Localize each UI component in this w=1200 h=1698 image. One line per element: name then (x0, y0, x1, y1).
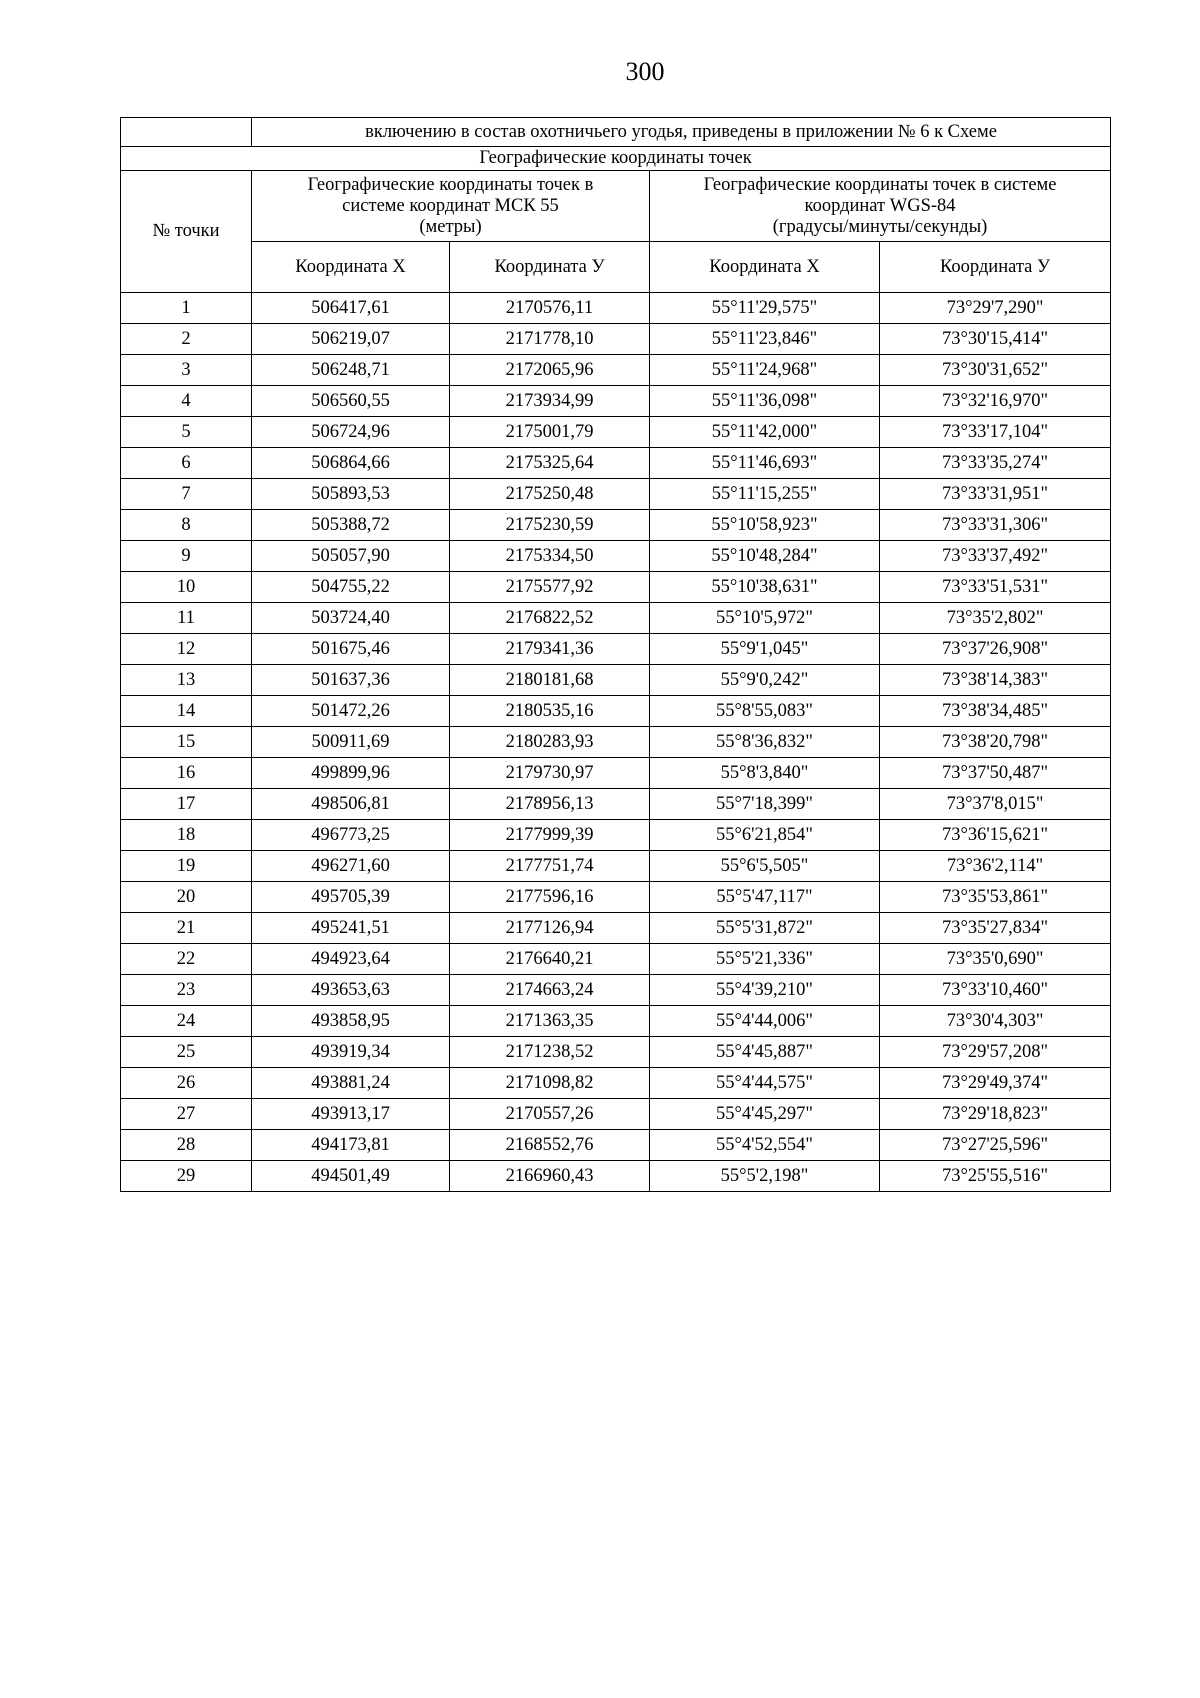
msk-y-cell: 2171098,82 (450, 1068, 650, 1099)
table-row (121, 851, 1111, 882)
wgs-x-cell: 55°10'58,923" (650, 510, 880, 541)
wgs-x-cell: 55°11'36,098" (650, 386, 880, 417)
wgs-y-cell: 73°37'26,908" (880, 634, 1111, 665)
point-number-cell: 27 (121, 1099, 252, 1130)
point-number-cell: 24 (121, 1006, 252, 1037)
table-row (121, 1006, 1111, 1037)
point-number-cell: 6 (121, 448, 252, 479)
wgs-y-cell: 73°38'34,485" (880, 696, 1111, 727)
intro-row (121, 118, 1111, 147)
table-row (121, 758, 1111, 789)
table-row (121, 789, 1111, 820)
wgs-x-cell: 55°11'24,968" (650, 355, 880, 386)
wgs-y-cell: 73°29'7,290" (880, 293, 1111, 324)
msk-y-header: Координата У (450, 242, 650, 293)
point-number-cell: 14 (121, 696, 252, 727)
msk-y-cell: 2177596,16 (450, 882, 650, 913)
wgs-x-cell: 55°4'44,006" (650, 1006, 880, 1037)
wgs-y-cell: 73°38'20,798" (880, 727, 1111, 758)
msk-x-cell: 505388,72 (252, 510, 450, 541)
msk-x-cell: 506248,71 (252, 355, 450, 386)
msk-y-cell: 2179341,36 (450, 634, 650, 665)
point-number-cell: 29 (121, 1161, 252, 1192)
table-row (121, 1130, 1111, 1161)
wgs-x-cell: 55°4'39,210" (650, 975, 880, 1006)
msk-x-cell: 506219,07 (252, 324, 450, 355)
msk-y-cell: 2172065,96 (450, 355, 650, 386)
msk-x-cell: 500911,69 (252, 727, 450, 758)
table-row (121, 293, 1111, 324)
wgs-x-cell: 55°4'52,554" (650, 1130, 880, 1161)
wgs-y-cell: 73°33'31,951" (880, 479, 1111, 510)
wgs-y-cell: 73°35'53,861" (880, 882, 1111, 913)
table-row (121, 913, 1111, 944)
wgs-x-cell: 55°11'15,255" (650, 479, 880, 510)
msk-x-cell: 493653,63 (252, 975, 450, 1006)
wgs-x-cell: 55°9'1,045" (650, 634, 880, 665)
point-number-cell: 11 (121, 603, 252, 634)
table-row (121, 820, 1111, 851)
msk-x-cell: 494173,81 (252, 1130, 450, 1161)
msk-x-cell: 501637,36 (252, 665, 450, 696)
coordinates-table-body (121, 118, 1111, 1192)
wgs-x-cell: 55°7'18,399" (650, 789, 880, 820)
msk-y-cell: 2171238,52 (450, 1037, 650, 1068)
msk-x-cell: 505057,90 (252, 541, 450, 572)
msk-group-line-2: системе координат МСК 55 (342, 195, 559, 216)
table-row (121, 882, 1111, 913)
table-row (121, 634, 1111, 665)
wgs-y-cell: 73°35'0,690" (880, 944, 1111, 975)
group-header-row (121, 171, 1111, 242)
point-number-cell: 7 (121, 479, 252, 510)
wgs-y-cell: 73°35'2,802" (880, 603, 1111, 634)
wgs-x-cell: 55°11'29,575" (650, 293, 880, 324)
intro-blank-cell (121, 118, 252, 147)
msk-y-cell: 2175325,64 (450, 448, 650, 479)
msk-x-cell: 496773,25 (252, 820, 450, 851)
coordinates-table (120, 117, 1111, 1192)
table-row (121, 1161, 1111, 1192)
wgs-y-cell: 73°30'15,414" (880, 324, 1111, 355)
wgs-x-cell: 55°4'45,887" (650, 1037, 880, 1068)
intro-text: включению в состав охотничьего угодья, приведены в приложении № 6 к Схеме (252, 118, 1111, 147)
point-number-cell: 25 (121, 1037, 252, 1068)
table-row (121, 448, 1111, 479)
msk-y-cell: 2175250,48 (450, 479, 650, 510)
point-number-cell: 23 (121, 975, 252, 1006)
wgs-group-line-3: (градусы/минуты/секунды) (772, 216, 988, 237)
msk-x-cell: 503724,40 (252, 603, 450, 634)
point-number-cell: 21 (121, 913, 252, 944)
point-number-cell: 10 (121, 572, 252, 603)
msk-x-cell: 495241,51 (252, 913, 450, 944)
wgs-y-cell: 73°35'27,834" (880, 913, 1111, 944)
table-row (121, 696, 1111, 727)
wgs-x-cell: 55°4'45,297" (650, 1099, 880, 1130)
wgs-y-header: Координата У (880, 242, 1111, 293)
table-row (121, 665, 1111, 696)
msk-x-cell: 494923,64 (252, 944, 450, 975)
table-row (121, 603, 1111, 634)
table-row (121, 572, 1111, 603)
wgs-y-cell: 73°29'57,208" (880, 1037, 1111, 1068)
msk-y-cell: 2175230,59 (450, 510, 650, 541)
msk-x-cell: 495705,39 (252, 882, 450, 913)
wgs-y-cell: 73°33'31,306" (880, 510, 1111, 541)
point-number-cell: 19 (121, 851, 252, 882)
msk-y-cell: 2170557,26 (450, 1099, 650, 1130)
wgs-y-cell: 73°33'35,274" (880, 448, 1111, 479)
msk-group-line-1: Географические координаты точек в (307, 174, 594, 195)
msk-y-cell: 2171363,35 (450, 1006, 650, 1037)
msk-x-cell: 506724,96 (252, 417, 450, 448)
wgs-y-cell: 73°33'51,531" (880, 572, 1111, 603)
point-number-header: № точки (121, 171, 252, 293)
msk-group-header (252, 171, 650, 242)
table-row (121, 541, 1111, 572)
wgs-y-cell: 73°29'18,823" (880, 1099, 1111, 1130)
point-number-cell: 26 (121, 1068, 252, 1099)
wgs-x-cell: 55°10'38,631" (650, 572, 880, 603)
msk-x-cell: 504755,22 (252, 572, 450, 603)
msk-y-cell: 2175334,50 (450, 541, 650, 572)
msk-x-cell: 496271,60 (252, 851, 450, 882)
wgs-x-header: Координата X (650, 242, 880, 293)
point-number-cell: 2 (121, 324, 252, 355)
msk-y-cell: 2174663,24 (450, 975, 650, 1006)
table-row (121, 355, 1111, 386)
table-row (121, 1099, 1111, 1130)
point-number-cell: 17 (121, 789, 252, 820)
wgs-y-cell: 73°37'8,015" (880, 789, 1111, 820)
wgs-y-cell: 73°33'37,492" (880, 541, 1111, 572)
msk-y-cell: 2175001,79 (450, 417, 650, 448)
point-number-cell: 20 (121, 882, 252, 913)
point-number-cell: 5 (121, 417, 252, 448)
table-title: Географические координаты точек (121, 147, 1111, 171)
point-number-cell: 8 (121, 510, 252, 541)
msk-y-cell: 2180181,68 (450, 665, 650, 696)
point-number-cell: 1 (121, 293, 252, 324)
msk-y-cell: 2170576,11 (450, 293, 650, 324)
wgs-x-cell: 55°5'31,872" (650, 913, 880, 944)
wgs-x-cell: 55°6'5,505" (650, 851, 880, 882)
wgs-y-cell: 73°36'15,621" (880, 820, 1111, 851)
table-row (121, 510, 1111, 541)
wgs-y-cell: 73°29'49,374" (880, 1068, 1111, 1099)
wgs-x-cell: 55°10'48,284" (650, 541, 880, 572)
msk-y-cell: 2180283,93 (450, 727, 650, 758)
msk-x-cell: 499899,96 (252, 758, 450, 789)
msk-y-cell: 2176640,21 (450, 944, 650, 975)
table-row (121, 324, 1111, 355)
point-number-cell: 4 (121, 386, 252, 417)
msk-x-cell: 506864,66 (252, 448, 450, 479)
wgs-x-cell: 55°8'36,832" (650, 727, 880, 758)
wgs-y-cell: 73°38'14,383" (880, 665, 1111, 696)
msk-y-cell: 2177126,94 (450, 913, 650, 944)
table-row (121, 417, 1111, 448)
msk-x-cell: 501472,26 (252, 696, 450, 727)
msk-group-line-3: (метры) (419, 216, 482, 237)
wgs-x-cell: 55°5'21,336" (650, 944, 880, 975)
wgs-x-cell: 55°5'2,198" (650, 1161, 880, 1192)
wgs-x-cell: 55°6'21,854" (650, 820, 880, 851)
column-header-row (121, 242, 1111, 293)
wgs-x-cell: 55°9'0,242" (650, 665, 880, 696)
wgs-y-cell: 73°25'55,516" (880, 1161, 1111, 1192)
msk-x-cell: 506560,55 (252, 386, 450, 417)
table-row (121, 1037, 1111, 1068)
point-number-cell: 22 (121, 944, 252, 975)
wgs-x-cell: 55°8'3,840" (650, 758, 880, 789)
msk-y-cell: 2173934,99 (450, 386, 650, 417)
point-number-cell: 15 (121, 727, 252, 758)
point-number-cell: 18 (121, 820, 252, 851)
point-number-cell: 16 (121, 758, 252, 789)
table-row (121, 944, 1111, 975)
wgs-y-cell: 73°33'10,460" (880, 975, 1111, 1006)
wgs-group-header (650, 171, 1111, 242)
point-number-cell: 28 (121, 1130, 252, 1161)
msk-x-cell: 493913,17 (252, 1099, 450, 1130)
wgs-y-cell: 73°36'2,114" (880, 851, 1111, 882)
wgs-y-cell: 73°30'31,652" (880, 355, 1111, 386)
table-row (121, 975, 1111, 1006)
wgs-group-line-2: координат WGS-84 (804, 195, 956, 216)
point-number-cell: 13 (121, 665, 252, 696)
msk-x-cell: 493919,34 (252, 1037, 450, 1068)
msk-x-cell: 501675,46 (252, 634, 450, 665)
table-row (121, 386, 1111, 417)
wgs-group-line-1: Географические координаты точек в системе (703, 174, 1057, 195)
msk-y-cell: 2168552,76 (450, 1130, 650, 1161)
table-row (121, 727, 1111, 758)
wgs-y-cell: 73°27'25,596" (880, 1130, 1111, 1161)
wgs-y-cell: 73°32'16,970" (880, 386, 1111, 417)
wgs-x-cell: 55°11'46,693" (650, 448, 880, 479)
point-number-cell: 3 (121, 355, 252, 386)
point-number-cell: 12 (121, 634, 252, 665)
wgs-y-cell: 73°33'17,104" (880, 417, 1111, 448)
table-row (121, 479, 1111, 510)
table-title-row (121, 147, 1111, 171)
msk-x-header: Координата X (252, 242, 450, 293)
wgs-x-cell: 55°5'47,117" (650, 882, 880, 913)
wgs-x-cell: 55°10'5,972" (650, 603, 880, 634)
msk-y-cell: 2179730,97 (450, 758, 650, 789)
msk-x-cell: 498506,81 (252, 789, 450, 820)
msk-x-cell: 493881,24 (252, 1068, 450, 1099)
msk-x-cell: 505893,53 (252, 479, 450, 510)
msk-y-cell: 2171778,10 (450, 324, 650, 355)
msk-x-cell: 494501,49 (252, 1161, 450, 1192)
wgs-x-cell: 55°4'44,575" (650, 1068, 880, 1099)
msk-x-cell: 493858,95 (252, 1006, 450, 1037)
wgs-y-cell: 73°37'50,487" (880, 758, 1111, 789)
msk-y-cell: 2180535,16 (450, 696, 650, 727)
msk-y-cell: 2175577,92 (450, 572, 650, 603)
msk-y-cell: 2178956,13 (450, 789, 650, 820)
msk-y-cell: 2177751,74 (450, 851, 650, 882)
msk-y-cell: 2176822,52 (450, 603, 650, 634)
table-row (121, 1068, 1111, 1099)
msk-x-cell: 506417,61 (252, 293, 450, 324)
page-number: 300 (625, 57, 665, 86)
msk-y-cell: 2166960,43 (450, 1161, 650, 1192)
wgs-y-cell: 73°30'4,303" (880, 1006, 1111, 1037)
msk-y-cell: 2177999,39 (450, 820, 650, 851)
point-number-cell: 9 (121, 541, 252, 572)
wgs-x-cell: 55°8'55,083" (650, 696, 880, 727)
wgs-x-cell: 55°11'23,846" (650, 324, 880, 355)
wgs-x-cell: 55°11'42,000" (650, 417, 880, 448)
